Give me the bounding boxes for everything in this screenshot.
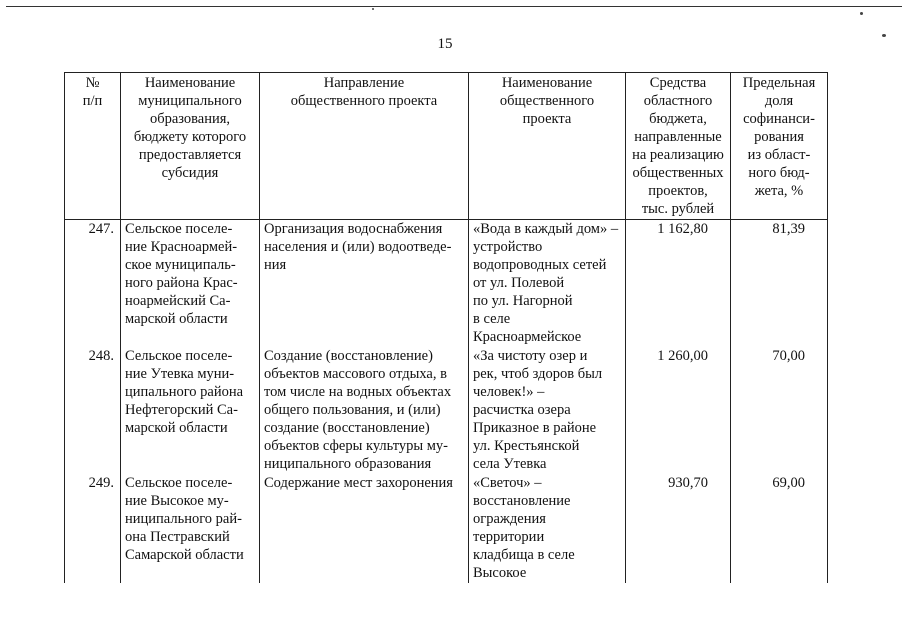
row-project: «За чистоту озер и рек, чтоб здоров был человек!» – расчистка озера Приказное в районе ул. Крестьянской села Утевка [469, 347, 626, 474]
header-project: Наименование общественного проекта [469, 73, 626, 220]
scan-speck [882, 34, 886, 37]
header-municipality: Наименование муниципального образования, бюджету которого предоставляется субсидия [121, 73, 260, 220]
row-share: 70,00 [731, 347, 828, 474]
table-row [65, 474, 828, 583]
row-municipality: Сельское поселе- ние Высокое му- ниципального рай- она Пестравский Самарской области [121, 474, 260, 583]
row-share: 69,00 [731, 474, 828, 583]
row-number: 249. [65, 474, 121, 583]
row-share: 81,39 [731, 220, 828, 348]
table-header-row [65, 73, 828, 220]
row-funds: 930,70 [626, 474, 731, 583]
row-funds: 1 260,00 [626, 347, 731, 474]
header-direction: Направление общественного проекта [260, 73, 469, 220]
row-direction: Содержание мест захоронения [260, 474, 469, 583]
row-direction: Организация водоснабжения населения и (или) водоотведе- ния [260, 220, 469, 348]
table-row [65, 220, 828, 348]
row-direction: Создание (восстановление) объектов массового отдыха, в том числе на водных объектах общего пользования, и (или) создание (восстановление) объектов сферы культуры му- ниципального образования [260, 347, 469, 474]
row-municipality: Сельское поселе- ние Красноармей- ское муниципаль- ного района Крас- ноармейский Са- марской области [121, 220, 260, 348]
header-funds: Средства областного бюджета, направленные на реализацию общественных проектов, тыс. рублей [626, 73, 731, 220]
row-project: «Светоч» – восстановление ограждения территории кладбища в селе Высокое [469, 474, 626, 583]
scan-speck [860, 12, 863, 15]
subsidy-table [64, 72, 828, 583]
row-number: 248. [65, 347, 121, 474]
row-number: 247. [65, 220, 121, 348]
row-project: «Вода в каждый дом» – устройство водопроводных сетей от ул. Полевой по ул. Нагорной в селе Красноармейское [469, 220, 626, 348]
header-share: Предельная доля софинанси- рования из област- ного бюд- жета, % [731, 73, 828, 220]
top-border-line [6, 6, 902, 7]
header-number: № п/п [65, 73, 121, 220]
table-row [65, 347, 828, 474]
page-number: 15 [437, 36, 453, 52]
row-municipality: Сельское поселе- ние Утевка муни- ципального района Нефтегорский Са- марской области [121, 347, 260, 474]
scan-speck [372, 8, 374, 10]
row-funds: 1 162,80 [626, 220, 731, 348]
